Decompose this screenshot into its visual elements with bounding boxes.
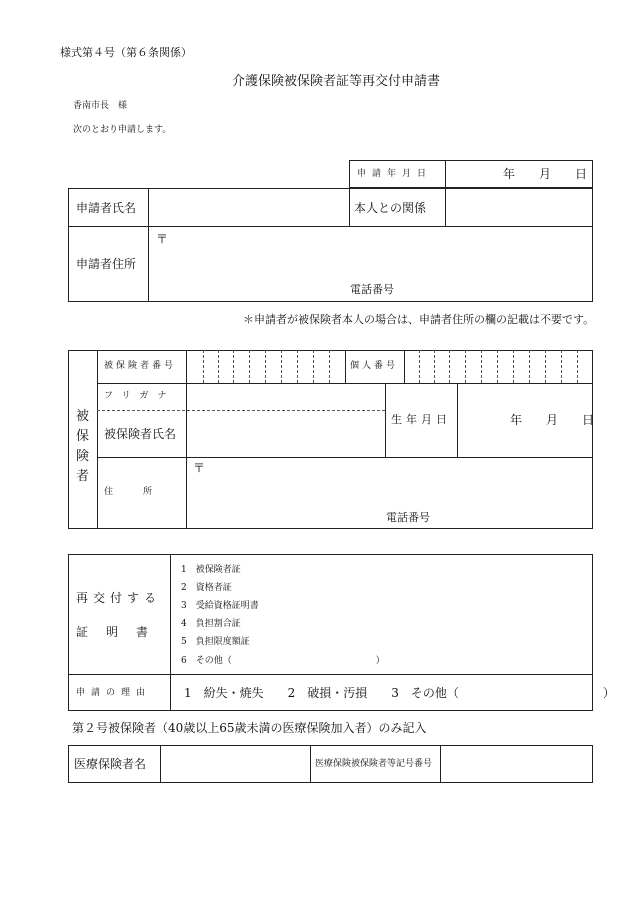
reason-options[interactable]: 1 紛失・焼失 2 破損・汚損 3 その他（ ） [184, 686, 615, 700]
insured-number-label: 被保険者番号 [104, 361, 177, 371]
reissue-item[interactable]: 1 被保険者証 [181, 565, 241, 575]
postal-mark: 〒 [156, 232, 169, 246]
insured-address-field[interactable] [208, 460, 590, 508]
insured-name-field[interactable] [188, 412, 384, 456]
personal-number-label: 個人番号 [350, 361, 399, 371]
reissue-item[interactable]: 6 その他（ ） [181, 656, 385, 666]
insured-symbol-label: 医療保険被保険者等記号番号 [315, 759, 433, 769]
relation-label: 本人との関係 [354, 201, 427, 215]
applicant-name-field[interactable] [150, 190, 346, 224]
application-date-label: 申請年月日 [357, 169, 433, 179]
relation-field[interactable] [447, 190, 591, 224]
reissue-label-line2: 証 明 書 [76, 625, 152, 639]
furigana-label: フリガナ [104, 391, 176, 401]
second-insured-note: 第２号被保険者（40歳以上65歳未満の医療保険加入者）のみ記入 [72, 721, 427, 735]
applicant-name-label: 申請者氏名 [76, 201, 137, 215]
applicant-address-field[interactable] [172, 230, 590, 280]
applicant-phone-label: 電話番号 [350, 283, 394, 296]
intro-text: 次のとおり申請します。 [73, 125, 172, 135]
insured-postal-mark: 〒 [193, 461, 206, 475]
applicant-note: ＊申請者が被保険者本人の場合は、申請者住所の欄の記載は不要です。 [243, 313, 595, 326]
reissue-item[interactable]: 2 資格者証 [181, 583, 232, 593]
insurer-name-label: 医療保険者名 [74, 757, 147, 771]
insured-section-char-4: 者 [76, 469, 90, 484]
insurer-name-field[interactable] [162, 747, 308, 781]
reissue-label-line1: 再交付する [76, 591, 162, 605]
insured-address-label: 住 所 [104, 487, 157, 497]
page-title: 介護保険被保険者証等再交付申請書 [232, 74, 441, 89]
insured-phone-label: 電話番号 [386, 511, 430, 524]
insured-section-char-3: 険 [76, 449, 90, 464]
addressee: 香南市長 様 [73, 101, 128, 111]
furigana-field[interactable] [188, 385, 384, 409]
reason-label: 申請の理由 [76, 688, 152, 698]
insured-name-label: 被保険者氏名 [104, 427, 177, 441]
personal-number-field[interactable] [406, 352, 592, 382]
application-date-value[interactable]: 年 月 日 [503, 167, 588, 181]
birth-date-value[interactable]: 年 月 日 [510, 413, 595, 427]
reissue-item[interactable]: 3 受給資格証明書 [181, 601, 259, 611]
reissue-item[interactable]: 5 負担限度額証 [181, 637, 250, 647]
insured-number-field[interactable] [188, 352, 344, 382]
insured-section-char-2: 保 [76, 429, 90, 444]
insured-section-char-1: 被 [76, 409, 90, 424]
form-number: 様式第４号（第６条関係） [60, 46, 192, 59]
insured-symbol-field[interactable] [442, 747, 592, 781]
birth-date-label: 生年月日 [391, 413, 451, 426]
reissue-item[interactable]: 4 負担割合証 [181, 619, 241, 629]
applicant-address-label: 申請者住所 [76, 257, 137, 271]
